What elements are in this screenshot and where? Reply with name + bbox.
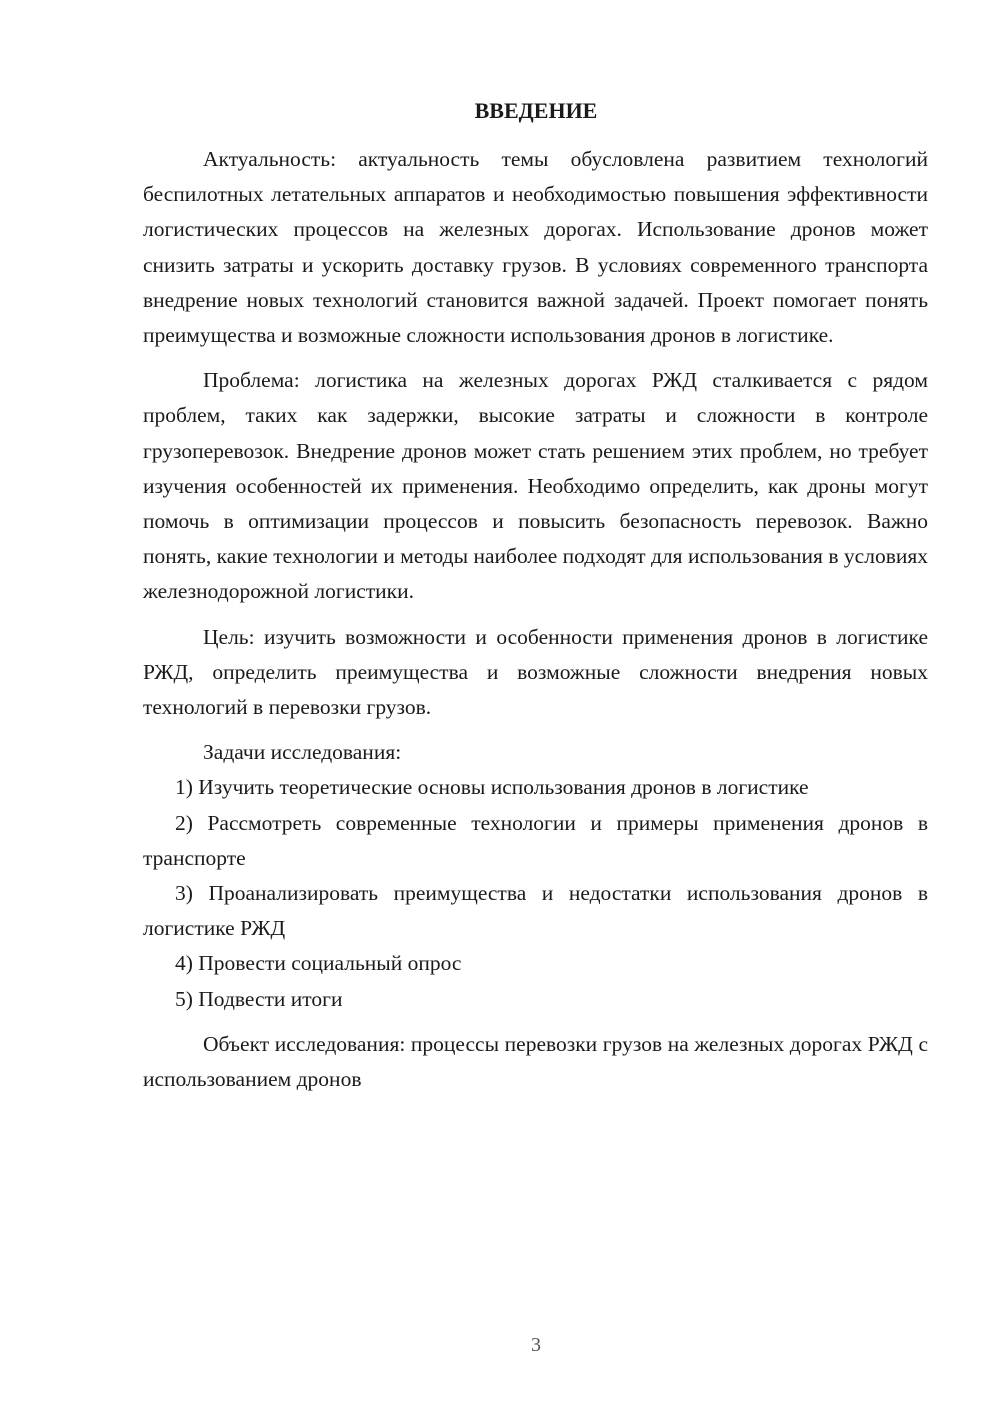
- page-number: 3: [531, 1334, 541, 1356]
- task-item: 2) Рассмотреть современные технологии и примеры применения дронов в транспорте: [143, 810, 928, 870]
- task-item: 4) Провести социальный опрос: [175, 951, 462, 976]
- tasks-heading: Задачи исследования:: [203, 740, 402, 765]
- section-heading: ВВЕДЕНИЕ: [474, 98, 598, 123]
- task-item: 5) Подвести итоги: [175, 986, 343, 1011]
- paragraph-object: Объект исследования: процессы перевозки грузов на железных дорогах РЖД с использованием дронов: [143, 1031, 928, 1092]
- task-item: 3) Проанализировать преимущества и недостатки использования дронов в логистике РЖД: [143, 881, 928, 941]
- paragraph-relevance: Актуальность: актуальность темы обусловлена развитием технологий беспилотных летательных аппаратов и необходимостью повышения эффективности логистических процессов на железных дорогах. Использование дронов может снизить затраты и ускорить доставку грузов. В условиях современного транспорта внедрение новых технологий становится важной задачей. Проект помогает понять преимущества и возможные сложности использования дронов в логистике.: [143, 147, 928, 348]
- task-item: 1) Изучить теоретические основы использования дронов в логистике: [175, 775, 809, 800]
- paragraph-problem: Проблема: логистика на железных дорогах РЖД сталкивается с рядом проблем, таких как задержки, высокие затраты и сложности в контроле грузоперевозок. Внедрение дронов может стать решением этих проблем, но требует изучения особенностей их применения. Необходимо определить, как дроны могут помочь в оптимизации процессов и повысить безопасность перевозок. Важно понять, какие технологии и методы наиболее подходят для использования в условиях железнодорожной логистики.: [143, 368, 928, 604]
- body-text: [143, 142, 928, 1097]
- paragraph-goal: Цель: изучить возможности и особенности применения дронов в логистике РЖД, определить преимущества и возможные сложности внедрения новых технологий в перевозки грузов.: [143, 624, 928, 720]
